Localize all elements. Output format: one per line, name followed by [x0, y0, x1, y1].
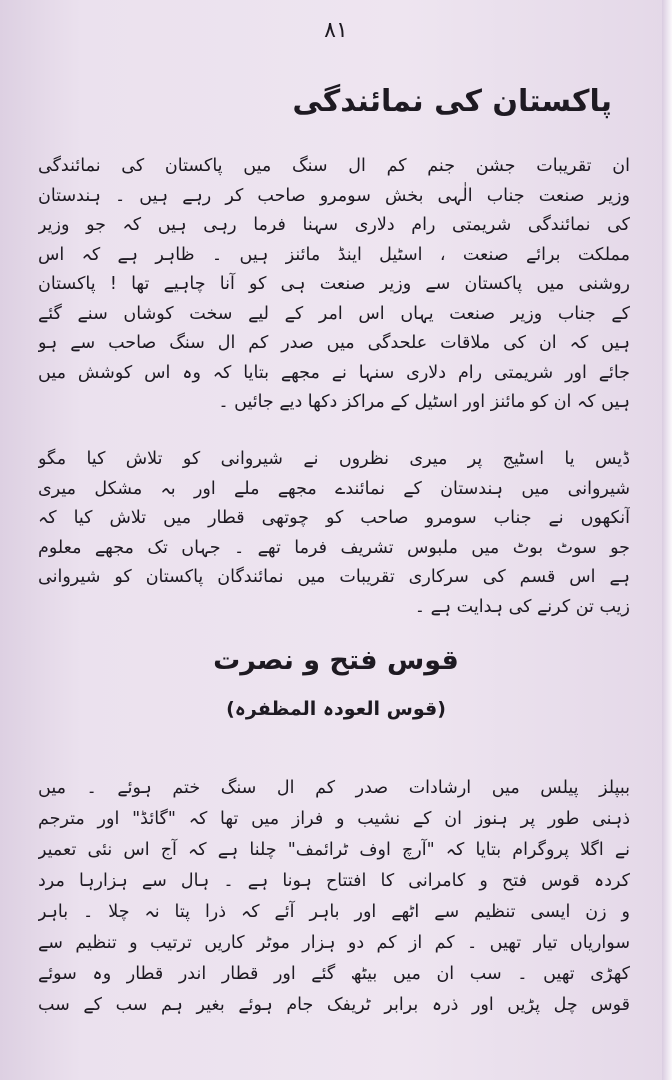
- text-line: مملکت برائے صنعت ، اسٹیل اینڈ مائنز ہیں ۔ ظاہر ہے کہ اس: [38, 244, 630, 265]
- page-edge: [662, 0, 672, 1080]
- section-subtitle-arch: (قوس العودہ المظفرہ): [226, 698, 446, 720]
- text-line: ڈیس یا اسٹیج پر میری نظروں نے شیروانی کو تلاش کیا مگو: [38, 449, 630, 469]
- text-line: سواریاں تیار تھیں ۔ کم از کم دو ہزار موٹر کاریں ترتیب و تنظیم سے: [38, 933, 630, 953]
- text-line: ہے اس قسم کی سرکاری تقریبات میں نمائندگان پاکستان کو شیروانی: [38, 567, 630, 587]
- text-line: آنکھوں نے جناب سومرو صاحب کو چوتھی قطار میں تلاش کیا کہ: [38, 508, 630, 528]
- paragraph-sherwani: [38, 445, 630, 622]
- text-line: ببپلز پیلس میں ارشادات صدر کم ال سنگ ختم ہوئے ۔ میں: [38, 778, 630, 798]
- paragraph-representation: [38, 152, 630, 418]
- text-line: ہیں کہ ان کی ملاقات علحدگی میں صدر کم ال سنگ صاحب سے ہو: [38, 333, 630, 353]
- text-line: شیروانی میں ہندستان کے نمائندے مجھے ملے اور بہ مشکل میری: [38, 478, 630, 499]
- section-title-arch-of-triumph: قوس فتح و نصرت: [213, 645, 459, 676]
- text-line: زیب تن کرنے کی ہدایت ہے ۔: [414, 596, 630, 617]
- text-line: کے جناب وزیر صنعت یہاں اس امر کے لیے سخت کوشاں سنے گئے: [38, 303, 630, 324]
- text-line: ان تقریبات جشن جنم کم ال سنگ میں پاکستان کی نمائندگی: [38, 156, 630, 176]
- text-line: کھڑی تھیں ۔ سب ان میں بیٹھ گئے اور قطار اندر قطار وہ سوئے: [38, 964, 630, 984]
- text-line: جائے اور شریمتی رام دلاری سنہا نے مجھے بتایا کہ وہ اس کوشش میں: [38, 362, 630, 383]
- text-line: ذہنی طور پر ہنوز ان کے نشیب و فراز میں تھا کہ "گائڈ" اور مترجم: [38, 809, 630, 829]
- page-number: ٨١: [324, 18, 348, 43]
- text-line: کردہ قوس فتح و کامرانی کا افتتاح ہونا ہے ۔ ہال سے ہزارہا مرد: [38, 871, 630, 891]
- text-line: جو سوٹ بوٹ میں ملبوس تشریف فرما تھے ۔ جہاں تک مجھے معلوم: [38, 537, 630, 558]
- paragraph-arch: [38, 773, 630, 1021]
- text-line: قوس چل پڑیں اور ذرہ برابر ٹریفک جام ہوئے بغیر ہم سب کے سب: [38, 995, 630, 1015]
- text-line: وزیر صنعت جناب الٰہی بخش سومرو صاحب کر رہے ہیں ۔ ہندستان: [38, 185, 630, 206]
- text-line: ہیں کہ ان کو مائنز اور اسٹیل کے مراکز دکھا دیے جائیں ۔: [218, 392, 630, 412]
- text-line: و زن ایسی تنظیم سے اٹھے اور باہر آئے کہ ذرا پتا نہ چلا ۔ باہر: [38, 902, 630, 922]
- section-title-pakistan-representation: پاکستان کی نمائندگی: [292, 84, 612, 119]
- text-line: روشنی میں پاکستان سے وزیر صنعت ہی کو آنا چاہیے تھا ! پاکستان: [38, 274, 630, 294]
- text-line: نے اگلا پروگرام بتایا کہ "آرچ اوف ٹرائمف" چلنا ہے کہ آج اس نئی تعمیر: [38, 840, 630, 860]
- text-line: کی نمائندگی شریمتی رام دلاری سہنا فرما رہی ہیں کہ جو وزیر: [38, 215, 630, 235]
